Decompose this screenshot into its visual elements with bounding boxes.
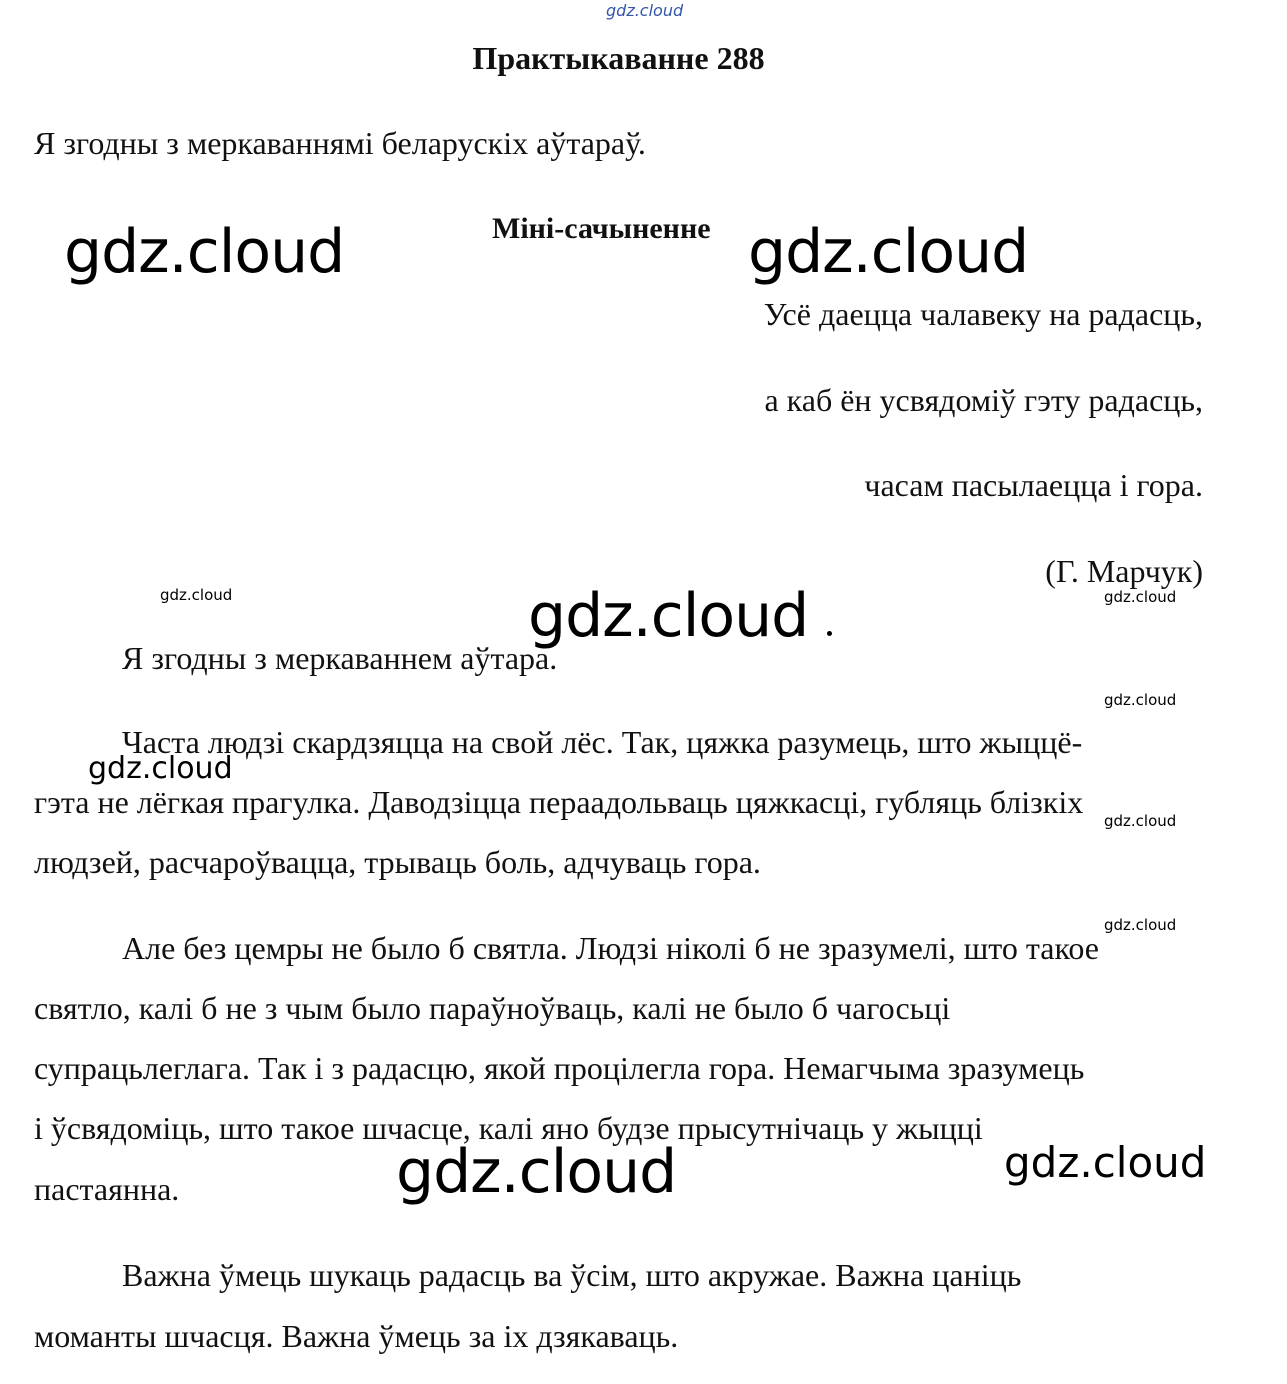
- watermark: gdz.cloud: [396, 1137, 677, 1207]
- watermark: gdz.cloud: [1104, 812, 1177, 830]
- intro-text: Я згодны з меркаваннямі беларускіх аўтараў.: [34, 125, 646, 161]
- essay-line: Часта людзі скардзяцца на свой лёс. Так, цяжка разумець, што жыццё-: [122, 724, 1083, 760]
- essay-line: людзей, расчароўвацца, трываць боль, адчуваць гора.: [34, 844, 761, 880]
- decorative-dot: [827, 631, 832, 636]
- essay-line: супрацьлеглага. Так і з радасцю, якой процілегла гора. Немагчыма зразумець: [34, 1050, 1085, 1086]
- watermark: gdz.cloud: [1104, 691, 1177, 709]
- essay-line: святло, калі б не з чым было параўноўваць, калі не было б чагосьці: [34, 990, 951, 1026]
- epigraph-author: (Г. Марчук): [1045, 553, 1203, 589]
- watermark: gdz.cloud: [160, 586, 233, 604]
- watermark: gdz.cloud: [528, 581, 809, 651]
- watermark: gdz.cloud: [64, 217, 345, 287]
- essay-line: Важна ўмець шукаць радасць ва ўсім, што акружае. Важна цаніць: [122, 1257, 1022, 1293]
- essay-paragraph: Я згодны з меркаваннем аўтара.: [122, 640, 558, 676]
- subheading: Міні-сачыненне: [492, 212, 711, 245]
- watermark: gdz.cloud: [1104, 916, 1177, 934]
- watermark: gdz.cloud: [1004, 1138, 1207, 1187]
- watermark: gdz.cloud: [88, 751, 233, 786]
- essay-line: Але без цемры не было б святла. Людзі ніколі б не зразумелі, што такое: [122, 930, 1099, 966]
- page-title: Практыкаванне 288: [472, 40, 765, 76]
- epigraph-line: часам пасылаецца і гора.: [864, 467, 1203, 503]
- essay-line: і ўсвядоміць, што такое шчасце, калі яно будзе прысутнічаць у жыцці: [34, 1110, 983, 1146]
- essay-line: моманты шчасця. Важна ўмець за іх дзякаваць.: [34, 1318, 679, 1354]
- essay-line: гэта не лёгкая прагулка. Даводзіцца пераадольваць цяжкасці, губляць блізкіх: [34, 784, 1084, 820]
- watermark: gdz.cloud: [1104, 588, 1177, 606]
- epigraph-line: Усё даецца чалавеку на радасць,: [763, 296, 1203, 332]
- epigraph-line: а каб ён усвядоміў гэту радасць,: [764, 382, 1203, 418]
- watermark-top: gdz.cloud: [606, 1, 684, 20]
- watermark: gdz.cloud: [748, 217, 1029, 287]
- essay-line: пастаянна.: [34, 1171, 180, 1207]
